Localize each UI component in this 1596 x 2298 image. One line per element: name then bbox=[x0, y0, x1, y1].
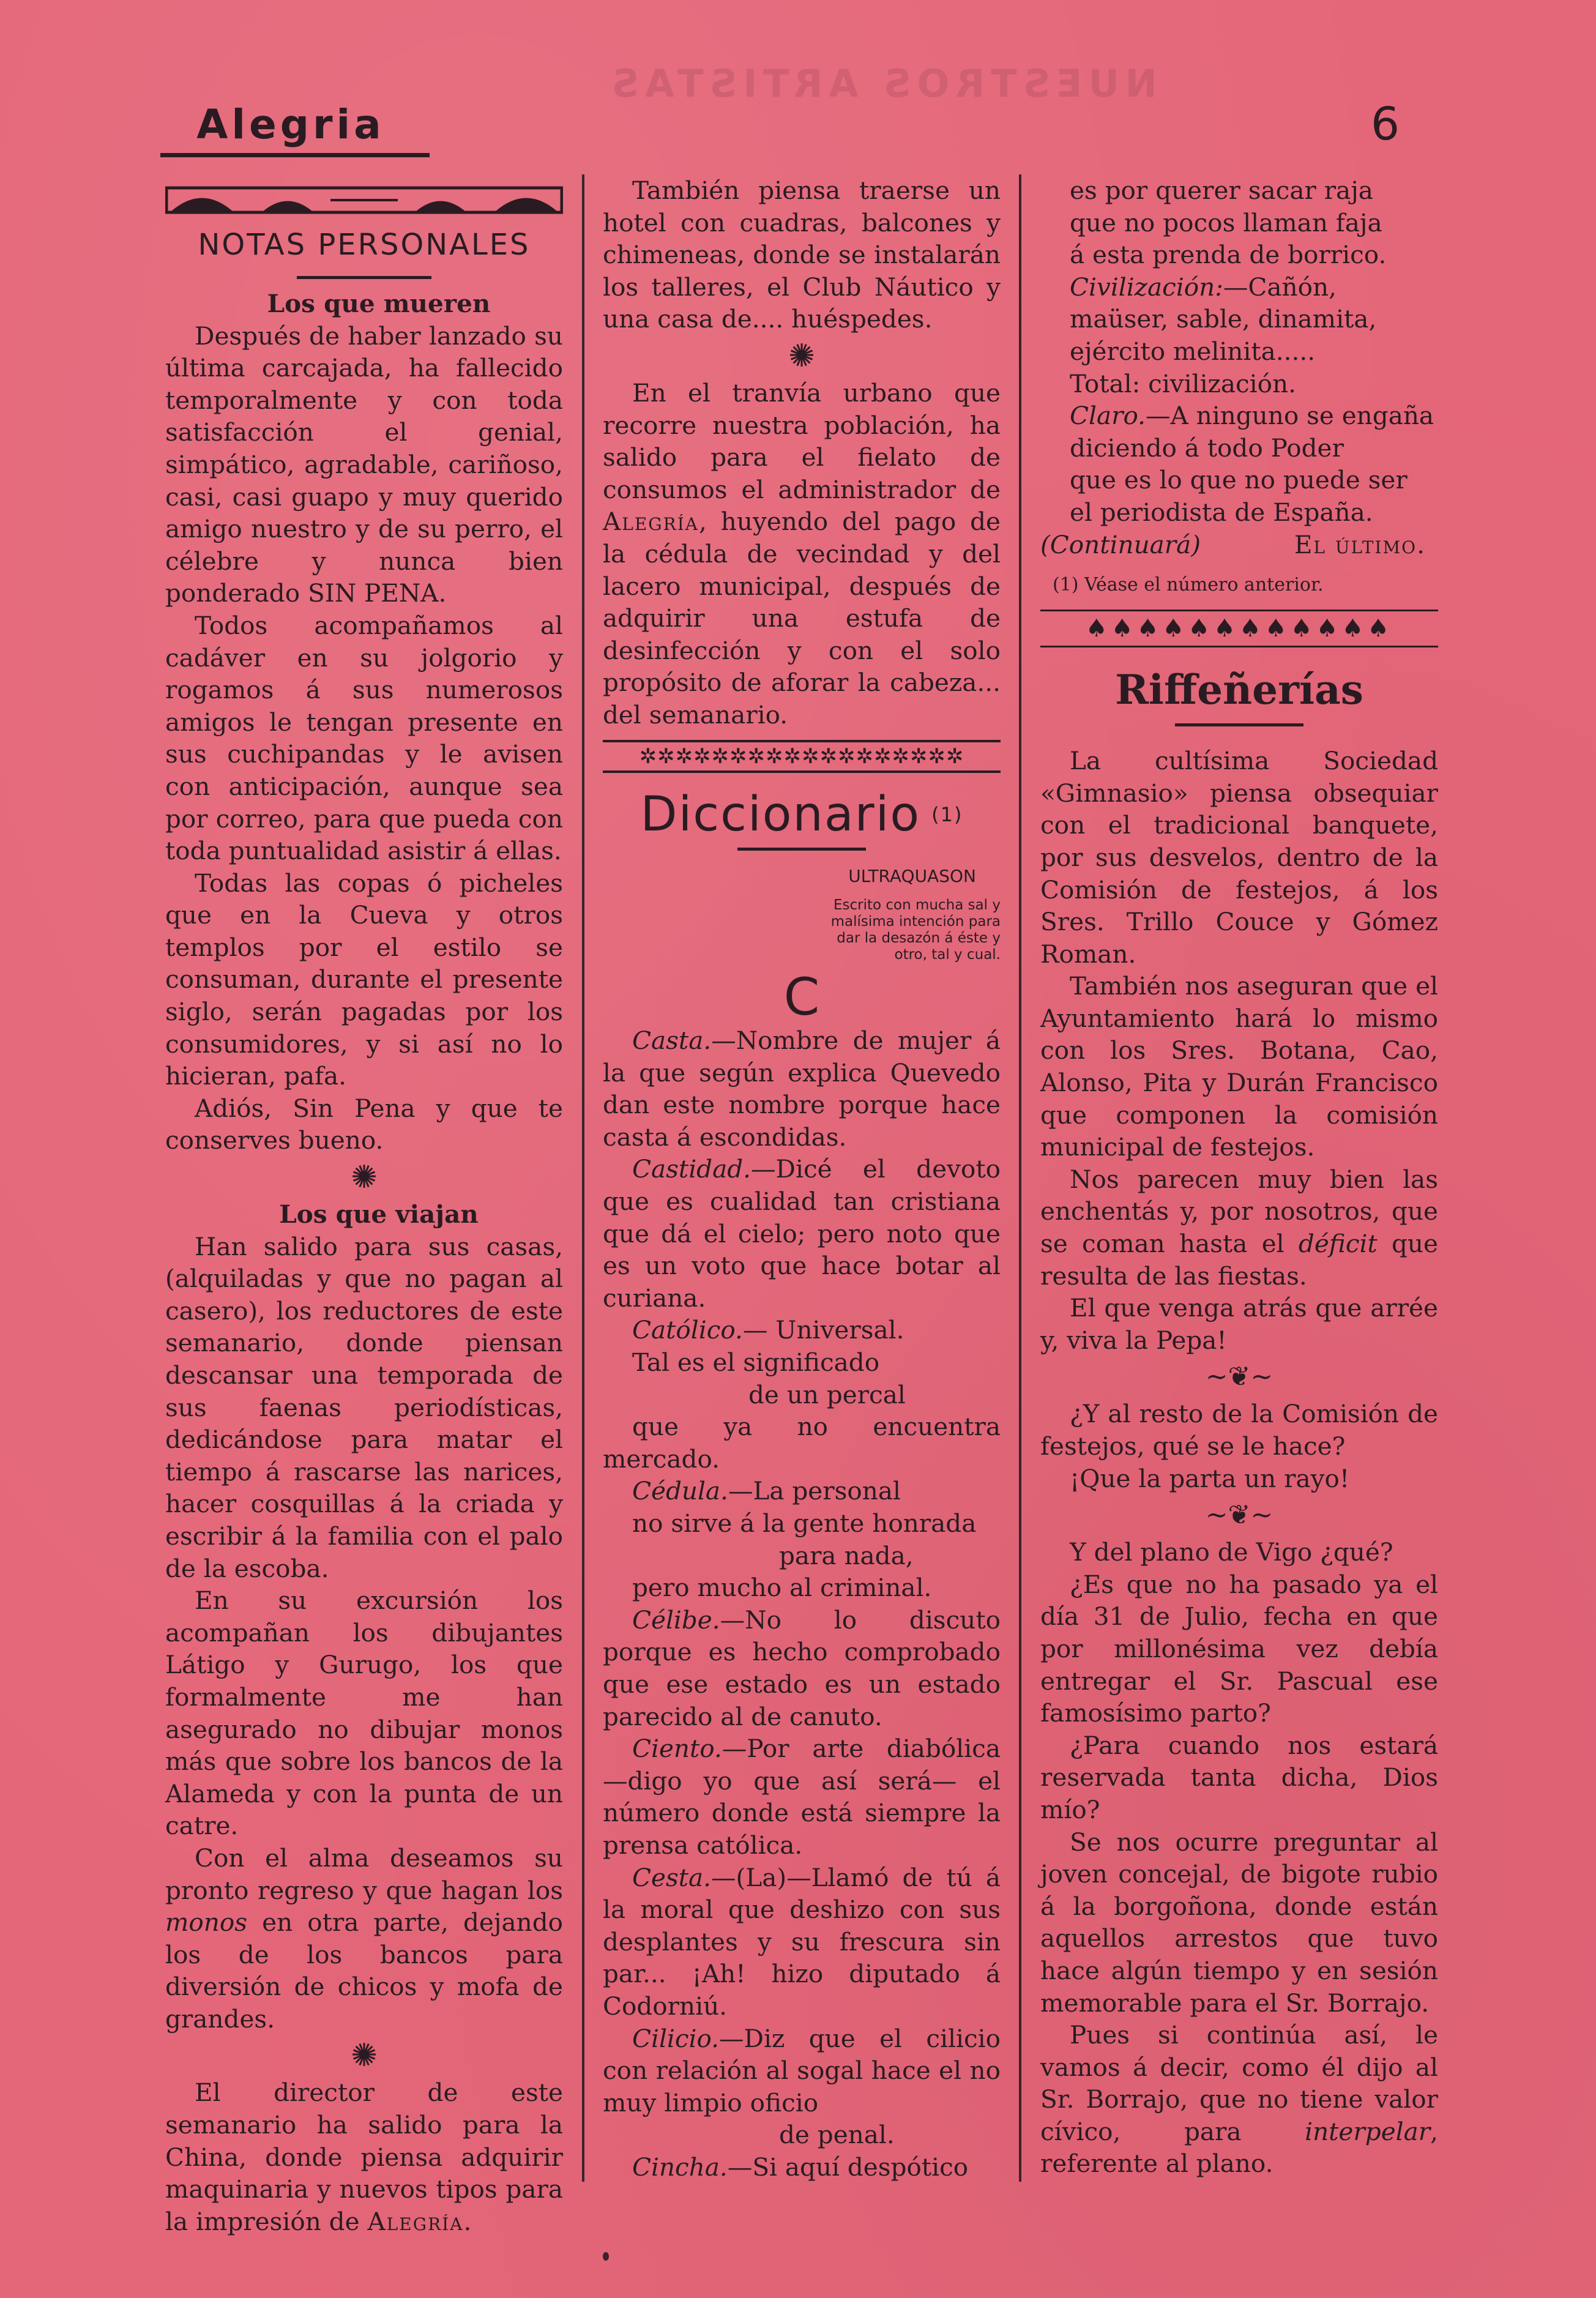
entry-term: Cédula. bbox=[632, 1476, 728, 1506]
entry-text: —Diz que el cilicio con relación al sogal hace el no muy limpio oficio bbox=[603, 2023, 1001, 2117]
column-rule-2 bbox=[1019, 174, 1021, 2182]
entry-text: —Dicé el devoto que es cualidad tan cristiana que dá el cielo; pero noto que es un voto que hace botar al curiana. bbox=[603, 1154, 1001, 1313]
entry-text: —No lo discuto porque es hecho comprobado que ese estado es un estado parecido al de canuto. bbox=[603, 1605, 1001, 1731]
flourish-ornament: ~❦~ bbox=[1205, 1361, 1273, 1393]
flourish-ornament: ~❦~ bbox=[1205, 1499, 1273, 1531]
verse-line: que no pocos llaman faja bbox=[1070, 207, 1382, 237]
subheading-los-que-mueren: Los que mueren bbox=[267, 289, 491, 318]
small-caps-text: Alegría bbox=[367, 2206, 464, 2236]
show-through-text: NUESTROS ARTISTAS bbox=[605, 61, 1157, 106]
paragraph: ¿Para cuando nos estará reservada tanta dicha, Dios mío? bbox=[1040, 1730, 1438, 1824]
paragraph: Y del plano de Vigo ¿qué? bbox=[1070, 1537, 1393, 1567]
paragraph: ¿Y al resto de la Comisión de festejos, qué se le hace? bbox=[1040, 1399, 1438, 1461]
text: En el tranvía urbano que recorre nuestra población, ha salido para el fielato de consumos el administrador de bbox=[603, 378, 1001, 504]
riffenerias-title: Riffeñerías bbox=[1115, 666, 1363, 714]
verse-line: no sirve á la gente honrada bbox=[632, 1509, 977, 1538]
paragraph: También piensa traerse un hotel con cuadras, balcones y chimeneas, donde se instalarán los talleres, el Club Náutico y una casa de.... huéspedes. bbox=[603, 176, 1001, 334]
italic-text: déficit bbox=[1298, 1229, 1378, 1259]
pinwheel-ornament: ✺ bbox=[788, 337, 815, 375]
entry-text: —A ninguno se engaña bbox=[1146, 401, 1434, 431]
star-border: ✲✲✲✲✲✲✲✲✲✲✲✲✲✲✲✲✲✲ bbox=[603, 740, 1001, 773]
paragraph bbox=[603, 377, 1001, 731]
pinwheel-ornament: ✺ bbox=[351, 2037, 378, 2075]
masthead-rule bbox=[160, 153, 430, 157]
text: Pues si continúa así, le vamos á decir, como él dijo al Sr. Borrajo, que no tiene valor cívico, para bbox=[1040, 2020, 1438, 2146]
entry-term: Cesta. bbox=[632, 1862, 712, 1892]
entry-term: Civilización: bbox=[1070, 272, 1223, 302]
paragraph bbox=[165, 1842, 563, 2035]
paragraph bbox=[165, 2076, 563, 2237]
palmette-border: ♠♠♠♠♠♠♠♠♠♠♠♠ bbox=[1040, 610, 1438, 647]
paragraph: ¡Que la parta un rayo! bbox=[1070, 1463, 1350, 1493]
verse-line: de penal. bbox=[779, 2120, 895, 2150]
paragraph bbox=[1040, 2019, 1438, 2180]
title-rule bbox=[297, 276, 431, 279]
small-caps-text: Alegría bbox=[603, 507, 699, 537]
pinwheel-ornament: ✺ bbox=[351, 1159, 378, 1196]
entry-casta bbox=[603, 1024, 1001, 1153]
entry-term: Claro. bbox=[1070, 401, 1146, 431]
paragraph: También nos aseguran que el Ayuntamiento hará lo mismo con los Sres. Botana, Cao, Alonso, Pita y Durán Francisco que componen la comisión municipal de festejos. bbox=[1040, 971, 1438, 1162]
entry-term: Célibe. bbox=[632, 1605, 720, 1635]
entry-term: Católico. bbox=[632, 1315, 743, 1345]
paragraph: Todas las copas ó picheles que en la Cueva y otros templos por el estilo se consuman, durante el presente siglo, serán pagadas por los consumidores, y si así no lo hicieran, pafa. bbox=[165, 868, 563, 1091]
text: que resulta de las fiestas. bbox=[1040, 1229, 1438, 1291]
signature: El último. bbox=[1294, 529, 1426, 559]
entry-claro bbox=[1040, 400, 1438, 432]
verse-line: pero mucho al criminal. bbox=[632, 1573, 932, 1603]
text: El director de este semanario ha salido para la China, donde piensa adquirir maquinaria y nuevos tipos para la impresión de bbox=[165, 2078, 563, 2236]
verse-line: de un percal bbox=[748, 1379, 906, 1409]
entry-castidad bbox=[603, 1153, 1001, 1314]
subheading-los-que-viajan: Los que viajan bbox=[279, 1199, 479, 1229]
entry-cilicio bbox=[603, 2023, 1001, 2119]
paragraph: El que venga atrás que arrée y, viva la Pepa! bbox=[1040, 1293, 1438, 1355]
text: Nos parecen muy bien las enchentás y, por nosotros, que se coman hasta el bbox=[1040, 1164, 1438, 1259]
column-rule-1 bbox=[582, 174, 584, 2182]
text: en otra parte, dejando los de los bancos para diversión de chicos y mofa de grandes. bbox=[165, 1908, 563, 2034]
page-number: 6 bbox=[1371, 98, 1400, 151]
footnote: (1) Véase el número anterior. bbox=[1053, 574, 1324, 596]
entry-term: Cilicio. bbox=[632, 2023, 720, 2053]
entry-civilizacion bbox=[1040, 271, 1438, 304]
paragraph: La cultísima Sociedad «Gimnasio» piensa obsequiar con el tradicional banquete, por sus desvelos, dentro de la Comisión de festejos, á los Sres. Trillo Couce y Gómez Roman. bbox=[1040, 746, 1438, 969]
paragraph: Han salido para sus casas, (alquiladas y que no pagan al casero), los reductores de este semanario, donde piensan descansar una temporada de sus faenas periodísticas, dedicándose para matar el tiempo á rascarse las narices, hacer cosquillas á la criada y escribir á la familia con el palo de la escoba. bbox=[165, 1231, 563, 1583]
footnote-mark: (1) bbox=[931, 802, 963, 826]
section-letter: C bbox=[783, 967, 820, 1028]
paragraph: ¿Es que no ha pasado ya el día 31 de Julio, fecha en que por millonésima vez debía entregar el Sr. Pascual ese famosísimo parto? bbox=[1040, 1569, 1438, 1728]
verse-line: Tal es el significado bbox=[632, 1348, 880, 1378]
section-title: NOTAS PERSONALES bbox=[198, 228, 531, 262]
paragraph: Adiós, Sin Pena y que te conserves bueno. bbox=[165, 1093, 563, 1155]
italic-text: monos bbox=[165, 1908, 248, 1938]
entry-text: —Por arte diabólica —digo yo que así será— el número donde está siempre la prensa católica. bbox=[603, 1734, 1001, 1860]
paragraph bbox=[1040, 1163, 1438, 1292]
verse-line: maüser, sable, dinamita, bbox=[1070, 304, 1377, 334]
ink-spot bbox=[603, 2252, 609, 2261]
text: , referente al plano. bbox=[1040, 2116, 1438, 2179]
entry-catolico bbox=[603, 1314, 1001, 1346]
verse-line: que es lo que no puede ser bbox=[1070, 465, 1408, 495]
italic-text: interpelar bbox=[1305, 2116, 1431, 2146]
entry-text: —(La)—Llamó de tú á la moral que deshizo con sus desplantes y su frescura sin par... ¡Ah! hizo diputado á Codorniú. bbox=[603, 1862, 1001, 2021]
entry-term: Casta. bbox=[632, 1026, 712, 1056]
text: . bbox=[463, 2206, 472, 2236]
title-rule bbox=[737, 848, 866, 851]
entry-term: Ciento. bbox=[632, 1734, 722, 1764]
author-name: ULTRAQUASON bbox=[848, 865, 976, 886]
entry-celibe bbox=[603, 1604, 1001, 1733]
continued-label: (Continuará) bbox=[1040, 529, 1201, 559]
verse-line: á esta prenda de borrico. bbox=[1070, 240, 1387, 270]
text: , huyendo del pago de la cédula de vecindad y del lacero municipal, después de adquirir una estufa de desinfección y con el solo propósito de aforar la cabeza... del semanario. bbox=[603, 507, 1001, 729]
continuation-line bbox=[1040, 529, 1438, 561]
verse-line: para nada, bbox=[779, 1540, 914, 1570]
verse-line: ejército melinita..... bbox=[1070, 336, 1316, 366]
dictionary-note: Escrito con mucha sal y malísima intención para dar la desazón á éste y otro, tal y cual. bbox=[830, 897, 1001, 963]
entry-ciento bbox=[603, 1733, 1001, 1861]
entry-cincha bbox=[603, 2151, 1001, 2184]
verse-line: el periodista de España. bbox=[1070, 497, 1373, 527]
entry-term: Cincha. bbox=[632, 2152, 728, 2182]
title-rule bbox=[1175, 723, 1303, 726]
entry-cedula bbox=[603, 1475, 1001, 1507]
entry-text: —La personal bbox=[728, 1476, 901, 1506]
paragraph: Se nos ocurre preguntar al joven concejal, de bigote rubio á la borgoñona, donde están aquellos arrestos que tuvo hace algún tiempo y en sesión memorable para el Sr. Borrajo. bbox=[1040, 1827, 1438, 2018]
dictionary-title-text: Diccionario bbox=[640, 786, 921, 842]
column-1 bbox=[165, 174, 563, 2237]
entry-text: —Nombre de mujer á la que según explica Quevedo dan este nombre porque hace casta á escondidas. bbox=[603, 1026, 1001, 1152]
entry-term: Castidad. bbox=[632, 1154, 751, 1184]
paragraph: Después de haber lanzado su última carcajada, ha fallecido temporalmente y con toda satisfacción el genial, simpático, agradable, cariñoso, casi, casi guapo y muy querido amigo nuestro y de su perro, el célebre y nunca bien ponderado SIN PENA. bbox=[165, 321, 563, 608]
paragraph: Todos acompañamos al cadáver en su jolgorio y rogamos á sus numerosos amigos le tengan presente en sus cuchipandas y le avisen con anticipación, aunque sea por correo, para que pueda con toda puntualidad asistir á ellas. bbox=[165, 610, 563, 866]
verse-line: que ya no encuentra mercado. bbox=[603, 1412, 1001, 1474]
verse-line: diciendo á todo Poder bbox=[1070, 433, 1344, 463]
entry-text: —Si aquí despótico bbox=[727, 2152, 969, 2182]
column-3 bbox=[1040, 174, 1438, 2180]
dictionary-title bbox=[603, 784, 1001, 845]
masthead: Alegria bbox=[196, 101, 385, 148]
ornamental-header-border bbox=[165, 182, 563, 218]
entry-text: —Cañón, bbox=[1223, 272, 1337, 302]
column-2 bbox=[603, 174, 1001, 2183]
verse-line: es por querer sacar raja bbox=[1070, 176, 1373, 205]
entry-text: — Universal. bbox=[742, 1315, 904, 1345]
text: Con el alma deseamos su pronto regreso y que hagan los bbox=[165, 1843, 563, 1905]
paragraph: En su excursión los acompañan los dibujantes Látigo y Gurugo, los que formalmente me han asegurado no dibujar monos más que sobre los bancos de la Alameda y con la punta de un catre. bbox=[165, 1586, 563, 1841]
verse-line: Total: civilización. bbox=[1070, 368, 1296, 398]
entry-cesta bbox=[603, 1862, 1001, 2023]
